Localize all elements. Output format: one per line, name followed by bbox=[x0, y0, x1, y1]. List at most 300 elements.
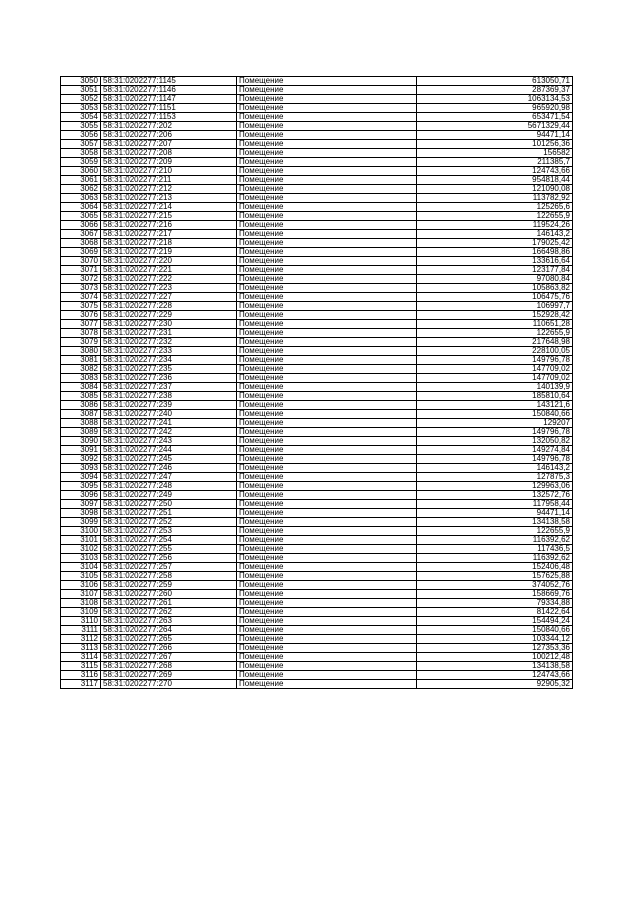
object-type-cell: Помещение bbox=[237, 104, 417, 113]
value-cell: 965920,98 bbox=[417, 104, 573, 113]
cadastral-number-cell: 58:31:0202277:210 bbox=[101, 167, 237, 176]
row-number-cell: 3073 bbox=[61, 284, 101, 293]
row-number-cell: 3117 bbox=[61, 680, 101, 689]
value-cell: 106475,76 bbox=[417, 293, 573, 302]
value-cell: 123177,84 bbox=[417, 266, 573, 275]
row-number-cell: 3108 bbox=[61, 599, 101, 608]
cadastral-number-cell: 58:31:0202277:1146 bbox=[101, 86, 237, 95]
row-number-cell: 3084 bbox=[61, 383, 101, 392]
row-number-cell: 3113 bbox=[61, 644, 101, 653]
table-row bbox=[61, 383, 573, 392]
object-type-cell: Помещение bbox=[237, 437, 417, 446]
table-row bbox=[61, 572, 573, 581]
cadastral-number-cell: 58:31:0202277:1151 bbox=[101, 104, 237, 113]
table-row bbox=[61, 167, 573, 176]
cadastral-number-cell: 58:31:0202277:239 bbox=[101, 401, 237, 410]
table-row bbox=[61, 95, 573, 104]
cadastral-number-cell: 58:31:0202277:252 bbox=[101, 518, 237, 527]
value-cell: 100212,48 bbox=[417, 653, 573, 662]
object-type-cell: Помещение bbox=[237, 608, 417, 617]
row-number-cell: 3107 bbox=[61, 590, 101, 599]
row-number-cell: 3080 bbox=[61, 347, 101, 356]
row-number-cell: 3100 bbox=[61, 527, 101, 536]
value-cell: 179025,42 bbox=[417, 239, 573, 248]
cadastral-number-cell: 58:31:0202277:269 bbox=[101, 671, 237, 680]
value-cell: 116392,62 bbox=[417, 554, 573, 563]
cadastral-number-cell: 58:31:0202277:270 bbox=[101, 680, 237, 689]
object-type-cell: Помещение bbox=[237, 473, 417, 482]
object-type-cell: Помещение bbox=[237, 626, 417, 635]
object-type-cell: Помещение bbox=[237, 644, 417, 653]
row-number-cell: 3065 bbox=[61, 212, 101, 221]
row-number-cell: 3050 bbox=[61, 77, 101, 86]
value-cell: 150840,66 bbox=[417, 626, 573, 635]
cadastral-number-cell: 58:31:0202277:1147 bbox=[101, 95, 237, 104]
cadastral-number-cell: 58:31:0202277:240 bbox=[101, 410, 237, 419]
row-number-cell: 3075 bbox=[61, 302, 101, 311]
cadastral-number-cell: 58:31:0202277:229 bbox=[101, 311, 237, 320]
table-row bbox=[61, 374, 573, 383]
object-type-cell: Помещение bbox=[237, 347, 417, 356]
table-row bbox=[61, 617, 573, 626]
cadastral-number-cell: 58:31:0202277:222 bbox=[101, 275, 237, 284]
row-number-cell: 3074 bbox=[61, 293, 101, 302]
table-row bbox=[61, 104, 573, 113]
object-type-cell: Помещение bbox=[237, 221, 417, 230]
cadastral-number-cell: 58:31:0202277:216 bbox=[101, 221, 237, 230]
cadastral-number-cell: 58:31:0202277:260 bbox=[101, 590, 237, 599]
row-number-cell: 3052 bbox=[61, 95, 101, 104]
row-number-cell: 3053 bbox=[61, 104, 101, 113]
row-number-cell: 3071 bbox=[61, 266, 101, 275]
row-number-cell: 3067 bbox=[61, 230, 101, 239]
table-row bbox=[61, 671, 573, 680]
cadastral-number-cell: 58:31:0202277:211 bbox=[101, 176, 237, 185]
cadastral-number-cell: 58:31:0202277:237 bbox=[101, 383, 237, 392]
object-type-cell: Помещение bbox=[237, 176, 417, 185]
value-cell: 217648,98 bbox=[417, 338, 573, 347]
cadastral-number-cell: 58:31:0202277:215 bbox=[101, 212, 237, 221]
cadastral-number-cell: 58:31:0202277:267 bbox=[101, 653, 237, 662]
cadastral-number-cell: 58:31:0202277:213 bbox=[101, 194, 237, 203]
cadastral-number-cell: 58:31:0202277:202 bbox=[101, 122, 237, 131]
value-cell: 613050,71 bbox=[417, 77, 573, 86]
object-type-cell: Помещение bbox=[237, 401, 417, 410]
value-cell: 374052,76 bbox=[417, 581, 573, 590]
cadastral-number-cell: 58:31:0202277:235 bbox=[101, 365, 237, 374]
value-cell: 105863,82 bbox=[417, 284, 573, 293]
table-row bbox=[61, 338, 573, 347]
object-type-cell: Помещение bbox=[237, 212, 417, 221]
value-cell: 5671329,44 bbox=[417, 122, 573, 131]
row-number-cell: 3058 bbox=[61, 149, 101, 158]
object-type-cell: Помещение bbox=[237, 302, 417, 311]
table-row bbox=[61, 590, 573, 599]
object-type-cell: Помещение bbox=[237, 554, 417, 563]
table-row bbox=[61, 293, 573, 302]
cadastral-number-cell: 58:31:0202277:257 bbox=[101, 563, 237, 572]
row-number-cell: 3069 bbox=[61, 248, 101, 257]
object-type-cell: Помещение bbox=[237, 581, 417, 590]
table-row bbox=[61, 536, 573, 545]
row-number-cell: 3081 bbox=[61, 356, 101, 365]
cadastral-number-cell: 58:31:0202277:236 bbox=[101, 374, 237, 383]
row-number-cell: 3110 bbox=[61, 617, 101, 626]
cadastral-number-cell: 58:31:0202277:220 bbox=[101, 257, 237, 266]
object-type-cell: Помещение bbox=[237, 338, 417, 347]
object-type-cell: Помещение bbox=[237, 428, 417, 437]
value-cell: 129963,06 bbox=[417, 482, 573, 491]
table-row bbox=[61, 491, 573, 500]
table-row bbox=[61, 455, 573, 464]
object-type-cell: Помещение bbox=[237, 392, 417, 401]
cadastral-number-cell: 58:31:0202277:245 bbox=[101, 455, 237, 464]
table-row bbox=[61, 482, 573, 491]
value-cell: 79334,88 bbox=[417, 599, 573, 608]
object-type-cell: Помещение bbox=[237, 374, 417, 383]
value-cell: 132050,82 bbox=[417, 437, 573, 446]
table-row bbox=[61, 527, 573, 536]
value-cell: 211385,7 bbox=[417, 158, 573, 167]
value-cell: 122655,9 bbox=[417, 212, 573, 221]
table-row bbox=[61, 212, 573, 221]
object-type-cell: Помещение bbox=[237, 113, 417, 122]
value-cell: 129207 bbox=[417, 419, 573, 428]
value-cell: 125265,6 bbox=[417, 203, 573, 212]
object-type-cell: Помещение bbox=[237, 500, 417, 509]
table-row bbox=[61, 356, 573, 365]
object-type-cell: Помещение bbox=[237, 410, 417, 419]
row-number-cell: 3078 bbox=[61, 329, 101, 338]
cadastral-number-cell: 58:31:0202277:209 bbox=[101, 158, 237, 167]
table-row bbox=[61, 473, 573, 482]
row-number-cell: 3051 bbox=[61, 86, 101, 95]
cadastral-number-cell: 58:31:0202277:268 bbox=[101, 662, 237, 671]
table-row bbox=[61, 221, 573, 230]
cadastral-number-cell: 58:31:0202277:264 bbox=[101, 626, 237, 635]
object-type-cell: Помещение bbox=[237, 545, 417, 554]
value-cell: 117436,5 bbox=[417, 545, 573, 554]
row-number-cell: 3104 bbox=[61, 563, 101, 572]
cadastral-number-cell: 58:31:0202277:234 bbox=[101, 356, 237, 365]
value-cell: 134138,58 bbox=[417, 518, 573, 527]
cadastral-number-cell: 58:31:0202277:243 bbox=[101, 437, 237, 446]
value-cell: 106997,7 bbox=[417, 302, 573, 311]
value-cell: 113782,92 bbox=[417, 194, 573, 203]
value-cell: 149796,78 bbox=[417, 455, 573, 464]
table-row bbox=[61, 554, 573, 563]
table-row bbox=[61, 608, 573, 617]
value-cell: 147709,02 bbox=[417, 365, 573, 374]
table-row bbox=[61, 284, 573, 293]
cadastral-number-cell: 58:31:0202277:241 bbox=[101, 419, 237, 428]
value-cell: 94471,14 bbox=[417, 509, 573, 518]
cadastral-number-cell: 58:31:0202277:262 bbox=[101, 608, 237, 617]
object-type-cell: Помещение bbox=[237, 293, 417, 302]
row-number-cell: 3101 bbox=[61, 536, 101, 545]
value-cell: 1063134,53 bbox=[417, 95, 573, 104]
value-cell: 110651,28 bbox=[417, 320, 573, 329]
value-cell: 228100,05 bbox=[417, 347, 573, 356]
cadastral-number-cell: 58:31:0202277:206 bbox=[101, 131, 237, 140]
table-body bbox=[61, 77, 573, 689]
value-cell: 101256,36 bbox=[417, 140, 573, 149]
cadastral-number-cell: 58:31:0202277:247 bbox=[101, 473, 237, 482]
row-number-cell: 3064 bbox=[61, 203, 101, 212]
table-row bbox=[61, 257, 573, 266]
object-type-cell: Помещение bbox=[237, 572, 417, 581]
object-type-cell: Помещение bbox=[237, 446, 417, 455]
table-row bbox=[61, 581, 573, 590]
table-row bbox=[61, 149, 573, 158]
row-number-cell: 3060 bbox=[61, 167, 101, 176]
object-type-cell: Помещение bbox=[237, 491, 417, 500]
object-type-cell: Помещение bbox=[237, 167, 417, 176]
cadastral-number-cell: 58:31:0202277:231 bbox=[101, 329, 237, 338]
value-cell: 157625,88 bbox=[417, 572, 573, 581]
row-number-cell: 3090 bbox=[61, 437, 101, 446]
table-row bbox=[61, 194, 573, 203]
cadastral-number-cell: 58:31:0202277:258 bbox=[101, 572, 237, 581]
cadastral-number-cell: 58:31:0202277:266 bbox=[101, 644, 237, 653]
table-row bbox=[61, 230, 573, 239]
object-type-cell: Помещение bbox=[237, 329, 417, 338]
cadastral-number-cell: 58:31:0202277:217 bbox=[101, 230, 237, 239]
object-type-cell: Помещение bbox=[237, 680, 417, 689]
object-type-cell: Помещение bbox=[237, 86, 417, 95]
table-row bbox=[61, 392, 573, 401]
cadastral-number-cell: 58:31:0202277:227 bbox=[101, 293, 237, 302]
table-row bbox=[61, 176, 573, 185]
cadastral-number-cell: 58:31:0202277:232 bbox=[101, 338, 237, 347]
table-row bbox=[61, 437, 573, 446]
value-cell: 185810,64 bbox=[417, 392, 573, 401]
table-row bbox=[61, 185, 573, 194]
row-number-cell: 3096 bbox=[61, 491, 101, 500]
row-number-cell: 3112 bbox=[61, 635, 101, 644]
table-row bbox=[61, 446, 573, 455]
object-type-cell: Помещение bbox=[237, 122, 417, 131]
value-cell: 133616,64 bbox=[417, 257, 573, 266]
table-row bbox=[61, 86, 573, 95]
row-number-cell: 3066 bbox=[61, 221, 101, 230]
object-type-cell: Помещение bbox=[237, 248, 417, 257]
row-number-cell: 3055 bbox=[61, 122, 101, 131]
object-type-cell: Помещение bbox=[237, 77, 417, 86]
table-row bbox=[61, 131, 573, 140]
value-cell: 149796,78 bbox=[417, 428, 573, 437]
value-cell: 92905,32 bbox=[417, 680, 573, 689]
row-number-cell: 3072 bbox=[61, 275, 101, 284]
value-cell: 152928,42 bbox=[417, 311, 573, 320]
cadastral-number-cell: 58:31:0202277:259 bbox=[101, 581, 237, 590]
value-cell: 94471,14 bbox=[417, 131, 573, 140]
row-number-cell: 3054 bbox=[61, 113, 101, 122]
row-number-cell: 3063 bbox=[61, 194, 101, 203]
row-number-cell: 3102 bbox=[61, 545, 101, 554]
object-type-cell: Помещение bbox=[237, 275, 417, 284]
document-page bbox=[60, 76, 573, 689]
row-number-cell: 3093 bbox=[61, 464, 101, 473]
table-row bbox=[61, 563, 573, 572]
value-cell: 81422,64 bbox=[417, 608, 573, 617]
cadastral-number-cell: 58:31:0202277:254 bbox=[101, 536, 237, 545]
cadastral-number-cell: 58:31:0202277:212 bbox=[101, 185, 237, 194]
table-row bbox=[61, 599, 573, 608]
table-row bbox=[61, 464, 573, 473]
object-type-cell: Помещение bbox=[237, 194, 417, 203]
object-type-cell: Помещение bbox=[237, 662, 417, 671]
cadastral-number-cell: 58:31:0202277:249 bbox=[101, 491, 237, 500]
row-number-cell: 3095 bbox=[61, 482, 101, 491]
table-row bbox=[61, 365, 573, 374]
value-cell: 653471,54 bbox=[417, 113, 573, 122]
table-row bbox=[61, 680, 573, 689]
value-cell: 97080,84 bbox=[417, 275, 573, 284]
object-type-cell: Помещение bbox=[237, 464, 417, 473]
row-number-cell: 3062 bbox=[61, 185, 101, 194]
row-number-cell: 3109 bbox=[61, 608, 101, 617]
value-cell: 121090,08 bbox=[417, 185, 573, 194]
table-row bbox=[61, 509, 573, 518]
table-row bbox=[61, 347, 573, 356]
table-row bbox=[61, 302, 573, 311]
value-cell: 954818,44 bbox=[417, 176, 573, 185]
table-row bbox=[61, 122, 573, 131]
cadastral-number-cell: 58:31:0202277:250 bbox=[101, 500, 237, 509]
value-cell: 152406,48 bbox=[417, 563, 573, 572]
object-type-cell: Помещение bbox=[237, 383, 417, 392]
cadastral-number-cell: 58:31:0202277:265 bbox=[101, 635, 237, 644]
object-type-cell: Помещение bbox=[237, 149, 417, 158]
value-cell: 134138,58 bbox=[417, 662, 573, 671]
table-row bbox=[61, 320, 573, 329]
property-table bbox=[60, 76, 573, 689]
table-row bbox=[61, 410, 573, 419]
table-row bbox=[61, 329, 573, 338]
row-number-cell: 3088 bbox=[61, 419, 101, 428]
value-cell: 149274,84 bbox=[417, 446, 573, 455]
row-number-cell: 3111 bbox=[61, 626, 101, 635]
object-type-cell: Помещение bbox=[237, 311, 417, 320]
value-cell: 149796,78 bbox=[417, 356, 573, 365]
row-number-cell: 3103 bbox=[61, 554, 101, 563]
table-row bbox=[61, 662, 573, 671]
value-cell: 103344,12 bbox=[417, 635, 573, 644]
value-cell: 122655,9 bbox=[417, 527, 573, 536]
row-number-cell: 3082 bbox=[61, 365, 101, 374]
object-type-cell: Помещение bbox=[237, 455, 417, 464]
table-row bbox=[61, 626, 573, 635]
row-number-cell: 3061 bbox=[61, 176, 101, 185]
cadastral-number-cell: 58:31:0202277:238 bbox=[101, 392, 237, 401]
cadastral-number-cell: 58:31:0202277:230 bbox=[101, 320, 237, 329]
value-cell: 146143,2 bbox=[417, 230, 573, 239]
object-type-cell: Помещение bbox=[237, 509, 417, 518]
table-row bbox=[61, 419, 573, 428]
object-type-cell: Помещение bbox=[237, 671, 417, 680]
cadastral-number-cell: 58:31:0202277:255 bbox=[101, 545, 237, 554]
table-row bbox=[61, 275, 573, 284]
cadastral-number-cell: 58:31:0202277:228 bbox=[101, 302, 237, 311]
value-cell: 143121,6 bbox=[417, 401, 573, 410]
value-cell: 132572,76 bbox=[417, 491, 573, 500]
cadastral-number-cell: 58:31:0202277:1153 bbox=[101, 113, 237, 122]
table-row bbox=[61, 140, 573, 149]
table-row bbox=[61, 401, 573, 410]
value-cell: 117958,44 bbox=[417, 500, 573, 509]
cadastral-number-cell: 58:31:0202277:1145 bbox=[101, 77, 237, 86]
cadastral-number-cell: 58:31:0202277:208 bbox=[101, 149, 237, 158]
value-cell: 166498,86 bbox=[417, 248, 573, 257]
object-type-cell: Помещение bbox=[237, 518, 417, 527]
object-type-cell: Помещение bbox=[237, 365, 417, 374]
object-type-cell: Помещение bbox=[237, 257, 417, 266]
value-cell: 146143,2 bbox=[417, 464, 573, 473]
row-number-cell: 3057 bbox=[61, 140, 101, 149]
table-row bbox=[61, 203, 573, 212]
value-cell: 122655,9 bbox=[417, 329, 573, 338]
cadastral-number-cell: 58:31:0202277:251 bbox=[101, 509, 237, 518]
object-type-cell: Помещение bbox=[237, 527, 417, 536]
value-cell: 147709,02 bbox=[417, 374, 573, 383]
value-cell: 150840,66 bbox=[417, 410, 573, 419]
table-row bbox=[61, 311, 573, 320]
object-type-cell: Помещение bbox=[237, 266, 417, 275]
row-number-cell: 3092 bbox=[61, 455, 101, 464]
object-type-cell: Помещение bbox=[237, 284, 417, 293]
row-number-cell: 3094 bbox=[61, 473, 101, 482]
row-number-cell: 3087 bbox=[61, 410, 101, 419]
row-number-cell: 3106 bbox=[61, 581, 101, 590]
row-number-cell: 3115 bbox=[61, 662, 101, 671]
cadastral-number-cell: 58:31:0202277:244 bbox=[101, 446, 237, 455]
row-number-cell: 3079 bbox=[61, 338, 101, 347]
cadastral-number-cell: 58:31:0202277:233 bbox=[101, 347, 237, 356]
row-number-cell: 3076 bbox=[61, 311, 101, 320]
table-row bbox=[61, 518, 573, 527]
row-number-cell: 3099 bbox=[61, 518, 101, 527]
table-row bbox=[61, 266, 573, 275]
cadastral-number-cell: 58:31:0202277:219 bbox=[101, 248, 237, 257]
object-type-cell: Помещение bbox=[237, 230, 417, 239]
cadastral-number-cell: 58:31:0202277:248 bbox=[101, 482, 237, 491]
object-type-cell: Помещение bbox=[237, 599, 417, 608]
table-row bbox=[61, 500, 573, 509]
object-type-cell: Помещение bbox=[237, 95, 417, 104]
object-type-cell: Помещение bbox=[237, 140, 417, 149]
value-cell: 124743,66 bbox=[417, 167, 573, 176]
row-number-cell: 3105 bbox=[61, 572, 101, 581]
cadastral-number-cell: 58:31:0202277:246 bbox=[101, 464, 237, 473]
value-cell: 154494,24 bbox=[417, 617, 573, 626]
value-cell: 127875,3 bbox=[417, 473, 573, 482]
row-number-cell: 3059 bbox=[61, 158, 101, 167]
value-cell: 156582 bbox=[417, 149, 573, 158]
object-type-cell: Помещение bbox=[237, 563, 417, 572]
cadastral-number-cell: 58:31:0202277:256 bbox=[101, 554, 237, 563]
table-row bbox=[61, 239, 573, 248]
row-number-cell: 3114 bbox=[61, 653, 101, 662]
row-number-cell: 3056 bbox=[61, 131, 101, 140]
table-row bbox=[61, 428, 573, 437]
row-number-cell: 3070 bbox=[61, 257, 101, 266]
row-number-cell: 3086 bbox=[61, 401, 101, 410]
cadastral-number-cell: 58:31:0202277:223 bbox=[101, 284, 237, 293]
object-type-cell: Помещение bbox=[237, 635, 417, 644]
value-cell: 287369,37 bbox=[417, 86, 573, 95]
object-type-cell: Помещение bbox=[237, 590, 417, 599]
